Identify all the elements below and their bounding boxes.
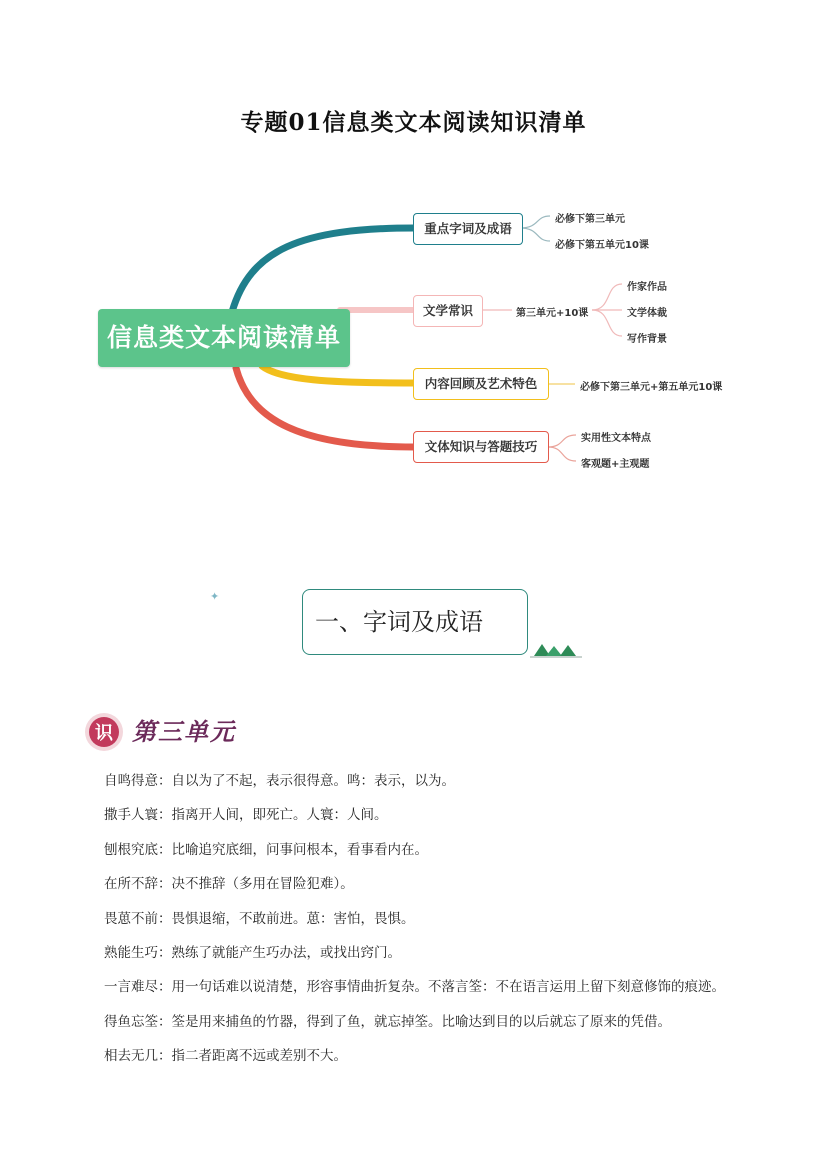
leaf-item: 必修下第三单元+第五单元10课 <box>580 382 723 393</box>
mind-map <box>0 0 827 520</box>
list-item: 相去无几：指二者距离不远或差别不大。 <box>104 1048 347 1065</box>
vocabulary-list <box>104 764 804 1074</box>
branch-key-words: 重点字词及成语 <box>413 213 523 245</box>
list-item: 撒手人寰：指离开人间，即死亡。人寰：人间。 <box>104 807 388 824</box>
unit-badge-char: 识 <box>95 723 113 744</box>
leaf-item: 必修下第三单元 <box>555 214 625 225</box>
leaf-connector <box>520 228 550 241</box>
list-item: 畏葸不前：畏惧退缩，不敢前进。葸：害怕，畏惧。 <box>104 910 415 927</box>
unit-badge-icon <box>82 710 126 754</box>
branch-literary-knowledge: 文学常识 <box>413 295 483 327</box>
branch-content-review: 内容回顾及艺术特色 <box>413 368 549 400</box>
list-item: 自鸣得意：自以为了不起，表示很得意。鸣：表示，以为。 <box>104 773 455 789</box>
trees-icon <box>530 640 590 660</box>
section-heading: 一、字词及成语 <box>302 589 528 655</box>
leaf-item: 必修下第五单元10课 <box>555 240 649 251</box>
leaf-connector <box>592 310 622 336</box>
list-item: 一言难尽：用一句话难以说清楚，形容事情曲折复杂。不落言筌：不在语言运用上留下刻意修饰的痕迹。 <box>104 979 725 996</box>
connector-teal <box>232 228 414 312</box>
connector-yellow <box>262 366 414 383</box>
leaf-connector <box>548 435 576 447</box>
leaf-item: 文学体裁 <box>627 308 667 319</box>
leaf-connector <box>520 216 550 228</box>
list-item: 在所不辞：决不推辞（多用在冒险犯难）。 <box>104 876 354 893</box>
unit-title: 第三单元 <box>132 717 236 746</box>
leaf-connector <box>548 447 576 461</box>
leaf-item: 客观题+主观题 <box>581 459 650 470</box>
list-item: 刨根究底：比喻追究底细，问事问根本，看事看内在。 <box>104 841 428 858</box>
leaf-connector <box>592 284 622 310</box>
list-item: 熟能生巧：熟练了就能产生巧办法，或找出窍门。 <box>104 945 401 962</box>
sparkle-icon: ✦ <box>210 590 220 603</box>
leaf-item: 写作背景 <box>627 334 667 345</box>
leaf-item: 实用性文本特点 <box>581 433 651 444</box>
branch-genre-skills: 文体知识与答题技巧 <box>413 431 549 463</box>
document-title: 专题01信息类文本阅读知识清单 <box>240 109 587 136</box>
leaf-item: 作家作品 <box>627 282 667 293</box>
branch-middle-node: 第三单元+10课 <box>516 308 589 319</box>
mind-map-root: 信息类文本阅读清单 <box>98 309 350 367</box>
list-item: 得鱼忘筌：筌是用来捕鱼的竹器，得到了鱼，就忘掉筌。比喻达到目的以后就忘了原来的凭借。 <box>104 1013 671 1030</box>
